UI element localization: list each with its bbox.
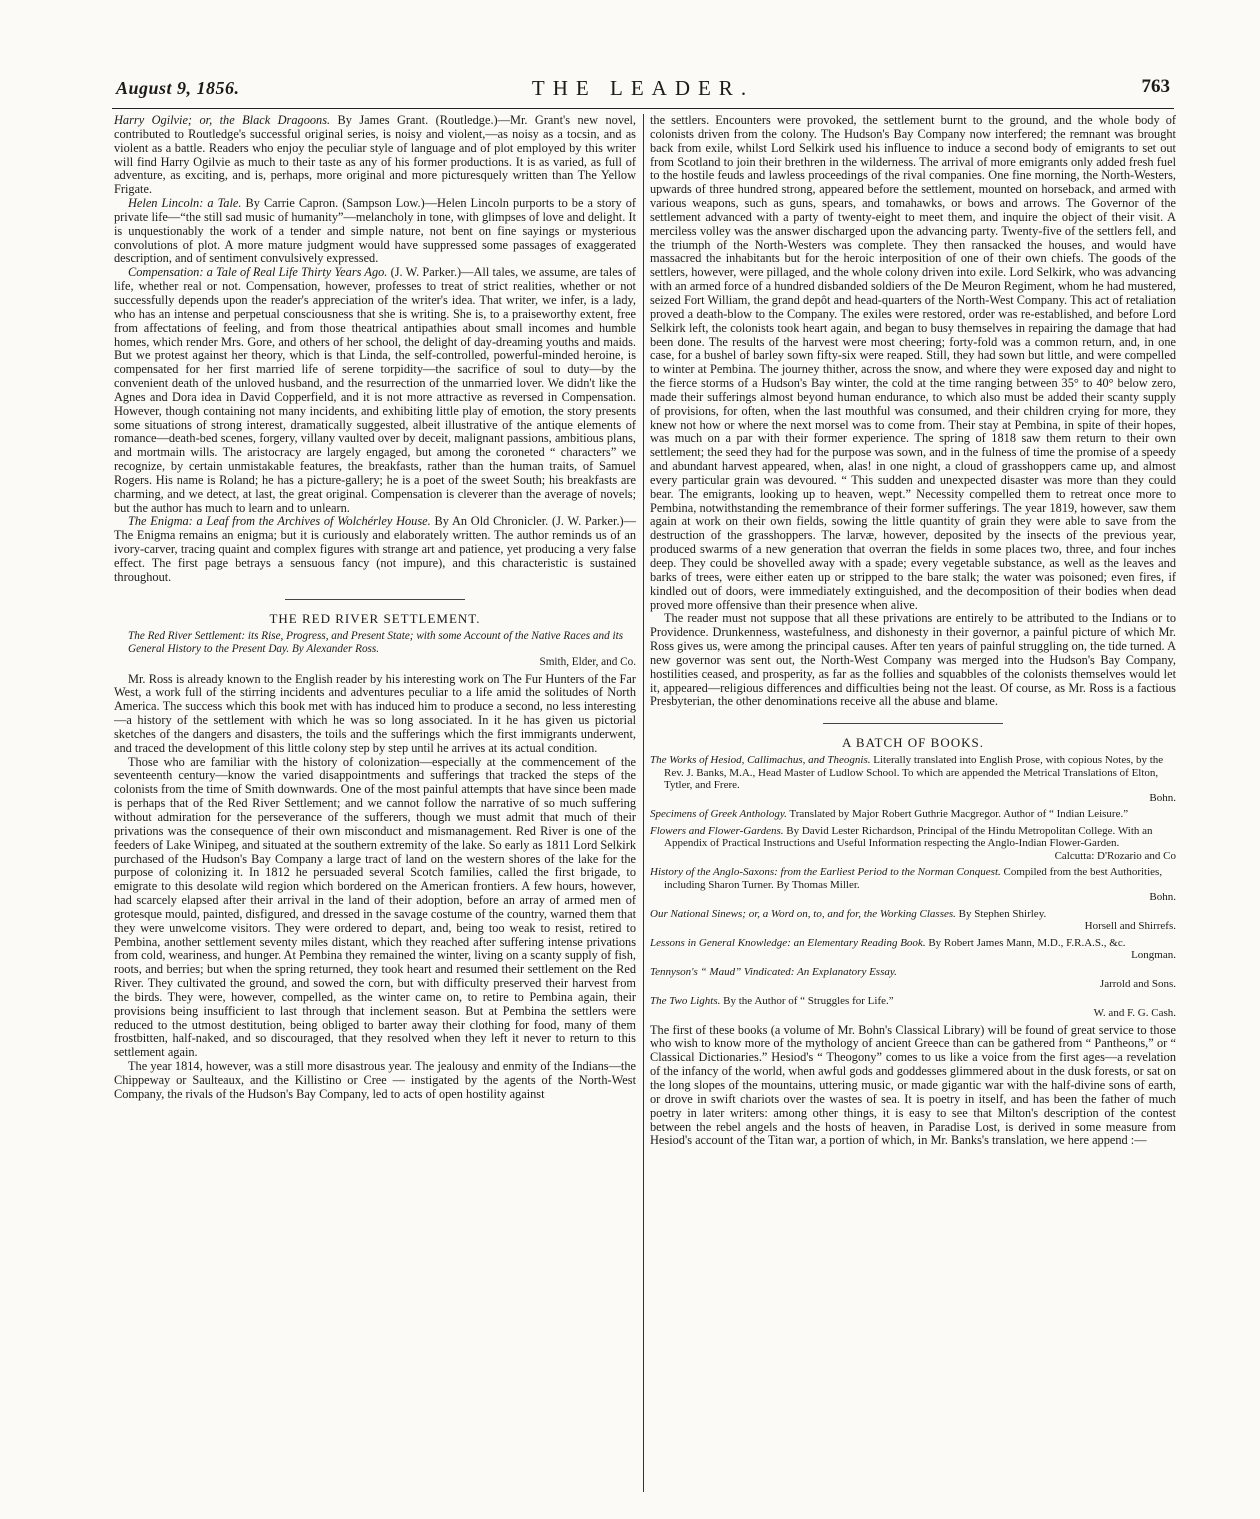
book-entry [650,825,1176,863]
review-title: Helen Lincoln: a Tale. [128,196,242,211]
article-paragraph: Mr. Ross is already known to the English reader by his interesting work on The Fur Hunters of the Far West, a work full of the stirring incidents and adventures peculiar to a life amid the solitudes of North America. The success which this book met with has induced him to produce a second, no less interesting—a history of the settlement with which he was so long associated. In it he has given us pictorial sketches of the dangers and disasters, the toils and the sufferings which the first immigrants underwent, and traced the development of this little colony step by step until he arrives at its actual condition. [114,671,636,755]
book-entry [650,754,1176,804]
section-subtitle [128,630,636,669]
article-paragraph: The reader must not suppose that all these privations are entirely to be attributed to the Indians or to Providence. Drunkenness, wastefulness, and dishonesty in their governor, a painful picture of which Mr. Ross gives us, were among the principal causes. After ten years of painful struggling on, the tide turned. A new governor was sent out, the North-West Company was merged into the Hudson's Bay Company, hostilities ceased, and prosperity, as far as the follies and squabbles of the colonists themselves would let it, appeared—religious differences and difficulties being not the least. Of course, as Mr. Ross is a factious Presbyterian, the other denominations receive all the abuse and blame. [650,611,1176,709]
review-helen-lincoln [114,197,636,266]
book-publisher: Smith, Elder, and Co. [539,655,636,668]
book-publisher: Bohn. [1149,791,1176,804]
book-title: Flowers and Flower-Gardens. [650,824,784,837]
section-title-batch-of-books: A BATCH OF BOOKS. [842,735,984,751]
book-detail: Translated by Major Robert Guthrie Macgregor. Author of “ Indian Leisure.” [789,808,1129,821]
section-title-red-river: THE RED RIVER SETTLEMENT. [269,610,481,626]
book-detail: Compiled from the best Authorities, including Sharon Turner. By Thomas Miller. [664,866,1163,891]
page-number: 763 [1141,76,1170,97]
article-paragraph: the settlers. Encounters were provoked, the settlement burnt to the ground, and the whole body of colonists driven from the colony. The Hudson's Bay Company now interfered; the remnant was brought back from exile, whilst Lord Selkirk used his influence to induce a second body of emigrants to set out from Scotland to join their brethren in the wilderness. The arrival of more emigrants only added fresh fuel to the hostile feuds and lawless proceedings of the rival companies. One fine morning, the North-Westers, upwards of three hundred strong, appeared before the settlement, mounted on horseback, and armed with various weapons, such as guns, spears, and tomahawks, or bows and arrows. The Governor of the settlement advanced with a party of twenty-eight to meet them, and inquire the object of their visit. A merciless volley was the answer discharged upon the advancing party. Twenty-five of the settlers fell, and the triumph of the North-Westers was complete. They then ransacked the houses, and would have massacred the inhabitants but for the heroic interposition of one of their own chiefs. The goods of the settlers, however, were pillaged, and the whole colony driven into exile. Lord Selkirk, who was advancing with an armed force of a hundred disbanded soldiers of the De Meuron Regiment, whom he had mustered, seized Fort William, the grand depôt and head-quarters of the North-West Company. This act of retaliation proved a death-blow to the Company. The exiles were restored, order was re-established, and before Lord Selkirk left, the colonists took heart again, and began to busy themselves in repairing the damage that had been done. The results of the harvest were most cheering; forty-fold was a common return, and, in one case, for a bushel of barley sown fifty-six were reaped. Still, they had sown but little, and were compelled to winter at Pembina. The journey thither, across the snow, and where they were exposed day and night to the fierce storms of a Hudson's Bay winter, the cold at the time ranging between 35° to 40° below zero, made their sufferings almost beyond human endurance, to which also must be added their scanty supply of provisions, for often, when the last mouthful was consumed, and their children crying for more, they knew not how or where the next morsel was to come from. Their stay at Pembina, in spite of their hopes, was much on a par with their former experience. The spring of 1818 saw them return to their own settlement; the seed they had for the purpose was sown, and in the fulness of time the promise of a speedy and abundant harvest appeared, when, alas! in one night, a cloud of grasshoppers came up, and almost every particular grain was devoured. “ This sudden and unexpected disaster was more than they could bear. The emigrants, looking up to heaven, wept.” Necessity compelled them to retreat once more to Pembina, notwithstanding the remembrance of their former sufferings. The year 1819, however, saw them again at work on their own fields, sowing the little quantity of grain they were able to save from the destruction of the grasshoppers. The larvæ, however, deposited by the insects of the previous year, produced swarms of a new generation that overran the fields in some places two, three, and four inches deep. They could be shovelled away with a spade; every vegetable substance, as well as the leaves and barks of trees, were either eaten up or stripped to the bare stalk; the water was poisoned; even fires, if kindled out of doors, were immediately extinguished, and the decomposition of their bodies when dead proved more offensive than their presence when alive. [650,113,1176,612]
book-entry [650,995,1176,1020]
review-title: Harry Ogilvie; or, the Black Dragoons. [114,113,331,127]
book-publisher: Calcutta: D'Rozario and Co [1054,849,1176,862]
book-detail: By David Lester Richardson, Principal of the Hindu Metropolitan College. With an Appendix of Practical Instructions and Useful Information respecting the Anglo-Indian Flower-Garden. [664,824,1153,850]
book-title: Our National Sinews; or, a Word on, to, and for, the Working Classes. [650,907,956,920]
book-publisher: Jarrold and Sons. [1099,978,1176,991]
article-paragraph: The first of these books (a volume of Mr. Bohn's Classical Library) will be found of great service to those who wish to know more of the mythology of ancient Greece than can be gathered from “ Pantheons,” or “ Classical Dictionaries.” Hesiod's “ Theogony” comes to us like a voice from the first ages—a revelation of the infancy of the world, when awful gods and goddesses glimmered about in the dusk forests, or sat on the long slopes of the mountains, uttering music, or made gigantic war with the half-divine sons of earth, or drove in swift chariots over the wastes of sea. It is poetry in itself, and has been the father of much poetry in later writers: among other things, it is easy to see that Milton's description of the contest between the rebel angels and the hosts of heaven, in Paradise Lost, is derived in some measure from Hesiod's account of the Titan war, a portion of which, in Mr. Banks's translation, we here append :— [650,1022,1176,1148]
book-publisher: Bohn. [1149,891,1176,904]
review-harry-ogilvie [114,114,636,197]
review-compensation [114,266,636,515]
book-entry [650,908,1176,933]
article-paragraph: Those who are familiar with the history of colonization—especially at the commencement of the seventeenth century—know the varied disappointments and sufferings that tracked the steps of the colonists from the time of Smith downwards. One of the most painful attempts that have since been made is perhaps that of the Red River Settlement; and we cannot follow the narrative of so much suffering without admiration for the perseverance of the sufferers, though we must admit that much of their privations was the consequence of their own misconduct and mismanagement. Red River is one of the feeders of Lake Winipeg, and situated at the southern extremity of the lake. So early as 1811 Lord Selkirk purchased of the Hudson's Bay Company a large tract of land on the western shores of the lake for the purpose of colonizing it. In 1812 he persuaded several Scotch families, called the first brigade, to emigrate to this desolate wild region which bordered on the American frontiers. A few hours, however, had scarcely elapsed after their arrival in the land of their adoption, before an array of armed men of grotesque mould, painted, disfigured, and dressed in the savage costume of the country, warned them that they were unwelcome visitors. They were ordered to depart, and, being too weak to resist, retired to Pembina, another settlement seventy miles distant, which they reached after suffering intense privations from cold, weariness, and hunger. At Pembina they remained the winter, living on a scanty supply of fish, roots, and berries; but when the spring returned, they took heart and resumed their settlement on the Red River. They cultivated the ground, and sowed the corn, but with difficulty preserved their harvest from the birds. They were, however, compelled, as the winter came on, to retire to Pembina again, their provisions being insufficient to last through that inclement season. But at Pembina the settlers were reduced to the utmost destitution, being obliged to barter away their clothing for food, many of them frostbitten, half-naked, and so discouraged, that they resolved when they left it never to return to this settlement again. [114,754,636,1060]
book-title: The Works of Hesiod, Callimachus, and Theognis. [650,754,871,767]
book-citation: The Red River Settlement: its Rise, Progress, and Present State; with some Account of the Native Races and its General History to the Present Day. By Alexander Ross. [128,629,624,655]
section-rule [285,599,465,600]
book-detail: Literally translated into English Prose, with copious Notes, by the Rev. J. Banks, M.A., Head Master of Ludlow School. To which are appended the Metrical Translations of Elton, Tytler, and Frere. [664,754,1164,792]
book-detail: By Stephen Shirley. [958,907,1047,920]
book-entry [650,937,1176,962]
book-publisher: Horsell and Shirrefs. [1084,920,1176,933]
book-list [650,754,1176,1020]
issue-date: August 9, 1856. [116,78,240,98]
article-paragraph: The year 1814, however, was a still more disastrous year. The jealousy and enmity of the Indians—the Chippeway or Saulteaux, and the Killistino or Cree — instigated by the agents of the North-West Company, the rivals of the Hudson's Bay Company, led to acts of open hostility against [114,1059,636,1101]
newspaper-title: THE LEADER. [531,76,755,100]
book-publisher: W. and F. G. Cash. [1093,1007,1176,1020]
left-column [114,114,644,1102]
section-rule [823,723,1003,724]
book-detail: By the Author of “ Struggles for Life.” [723,994,894,1007]
review-the-enigma [114,515,636,584]
book-title: Specimens of Greek Anthology. [650,808,787,821]
review-title: The Enigma: a Leaf from the Archives of Wolchérley House. [128,514,431,529]
book-detail: By Robert James Mann, M.D., F.R.A.S., &c. [928,936,1126,949]
review-title: Compensation: a Tale of Real Life Thirty Years Ago. [128,265,388,280]
review-text: By James Grant. (Routledge.)—Mr. Grant's new novel, contributed to Routledge's successful original series, is noisy and violent,—as noisy as a tocsin, and as violent as a battle. Readers who enjoy the peculiar style of language and of plot employed by this writer will find Harry Ogilvie as much to their taste as any of his former productions. It is as varied, as full of adventure, as exciting, and is, perhaps, more original and more picturesquely written than The Yellow Frigate. [114,113,636,197]
book-title: The Two Lights. [650,994,721,1007]
masthead [112,76,1174,109]
book-title: Lessons in General Knowledge: an Elementary Reading Book. [650,936,926,949]
book-entry [650,866,1176,904]
book-title: Tennyson's “ Maud” Vindicated: An Explanatory Essay. [650,965,897,978]
book-publisher: Longman. [1131,949,1176,962]
right-column [650,114,1176,1148]
book-title: History of the Anglo-Saxons: from the Earliest Period to the Norman Conquest. [650,866,1001,879]
book-entry [650,966,1176,991]
review-text: By Carrie Capron. (Sampson Low.)—Helen Lincoln purports to be a story of private life—“the still sad music of humanity”—melancholy in tone, with glimpses of love and delight. It is unquestionably the work of a tender and simple nature, not bent on fine sayings or mysterious convolutions of plot. A more mature judgment would have suppressed some passages of exaggerated description, and of sentiment convulsively expressed. [114,196,636,266]
review-text: (J. W. Parker.)—All tales, we assume, are tales of life, whether real or not. Compensation, however, professes to treat of strict realities, whether or not successfully depends upon the reader's appreciation of the writer's idea. That writer, we infer, is a lady, who has an intense and perpetual consciousness that she is writing. She is, to a praiseworthy extent, free from affectations of feeling, and from those theatrical antipathies about small incomes and humble homes, which render Mrs. Gore, and others of her school, the delight of day-dreaming youths and maids. But we protest against her theory, which is that Linda, the self-controlled, powerful-minded heroine, is compensated for her first married life of serene torpidity—the sacrifice of soul to duty—by the convenient death of the unloved husband, and the resurrection of the unmarried lover. We didn't like the Agnes and Dora idea in David Copperfield, and it is not more attractive as reversed in Compensation. However, though containing not many incidents, and exhibiting little play of emotion, the story presents some situations of strong interest, dramatically suggested, albeit illustrative of the antique elements of romance—death-bed scenes, forgery, villany vaulted over by deceit, malignant passions, ambitious plans, and mortmain wills. The aristocracy are largely engaged, but among the coroneted “ characters” we recognize, by certain unmistakable features, the breakfasts, rather than the human traits, of Samuel Rogers. His name is Roland; he has a picture-gallery; he is a poet of the sweet South; his breakfasts are charming, and we detect, at last, the great original. Compensation is cleverer than the average of novels; but the author has much to learn and to unlearn. [114,265,636,515]
book-entry [650,808,1176,821]
review-text: By An Old Chronicler. (J. W. Parker.)—The Enigma remains an enigma; but it is curiously and elaborately written. The author reminds us of an ivory-carver, tracing quaint and complex figures with strange art and patience, yet producing a very false effect. The first page betrays a sensuous fancy (not impure), and this characteristic is sustained throughout. [114,514,636,584]
